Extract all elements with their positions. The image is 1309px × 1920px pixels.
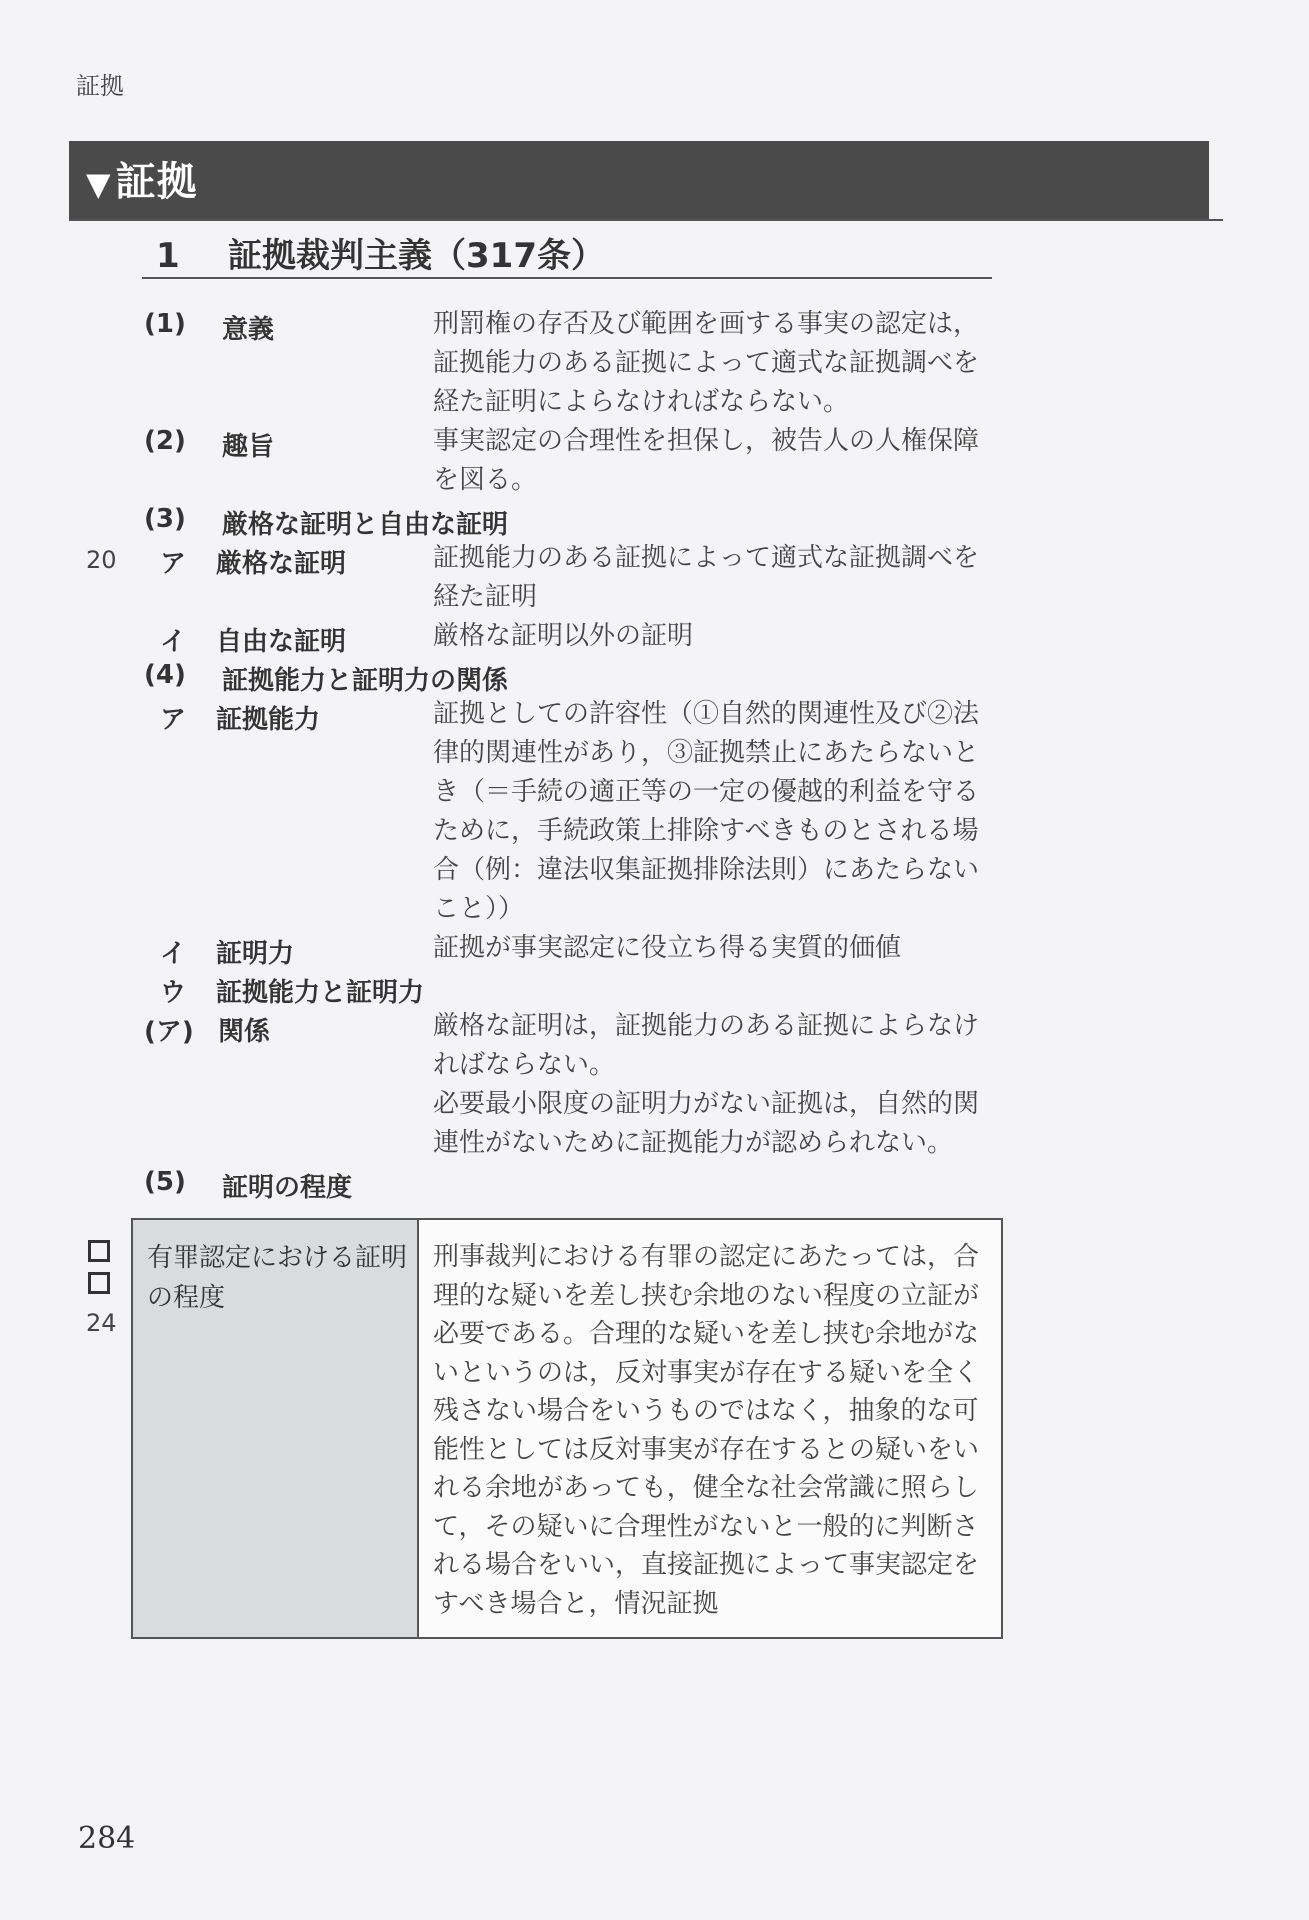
checkbox-1[interactable] [88, 1240, 110, 1262]
subsubitem-text-2: 必要最小限度の証明力がない証拠は，自然的関連性がないために証拠能力が認められない。 [433, 1089, 980, 1158]
subitem-number: ア [160, 705, 187, 735]
running-head: 証拠 [76, 72, 124, 100]
holding-box-text: 刑事裁判における有罪の認定にあたっては，合理的な疑いを差し挟む余地のない程度の立証が必要である。合理的な疑いを差し挟む余地がないというのは，反対事実が存在する疑いを全く残さない場合をいうものではなく，抽象的な可能性としては反対事実が存在するとの疑いをいれる余地があっても，健全な社会常識に照らして，その疑いに合理性がないと一般的に判断される場合をいい，直接証拠によって事実認定をすべき場合と，情況証拠 [433, 1242, 980, 1619]
subitem-number: イ [160, 627, 187, 657]
item-number: (4) [144, 660, 186, 690]
subitem-number: ア [160, 549, 187, 579]
checkbox-2[interactable] [88, 1272, 110, 1294]
section-number: 1 [156, 236, 180, 276]
subitem-number: ウ [160, 978, 187, 1008]
subitem-text: 証拠としての許容性（①自然的関連性及び②法律的関連性があり，③証拠禁止にあたらないとき（＝手続の適正等の一定の優越的利益を守るために，手続政策上排除すべきものとされる場合（例：違法収集証拠排除法則）にあたらないこと）） [433, 699, 980, 924]
subitem-number: イ [160, 939, 187, 969]
subitem-label: 自由な証明 [216, 627, 347, 657]
triangle-down-icon: ▼ [86, 165, 112, 203]
subitem-label: 厳格な証明 [216, 549, 347, 579]
subitem-label: 証明力 [216, 939, 295, 969]
subsubitem-label: 関係 [218, 1017, 271, 1047]
subitem-heading: 証拠能力と証明力 [216, 978, 425, 1008]
subsubitem-number: (ア) [144, 1017, 194, 1047]
section-underline [142, 277, 992, 279]
holding-box-label: 有罪認定における証明の程度 [147, 1243, 408, 1313]
subitem-text: 証拠能力のある証拠によって適式な証拠調べを経た証明 [433, 543, 980, 612]
item-number: (5) [144, 1167, 186, 1197]
subitem-text: 厳格な証明以外の証明 [433, 621, 694, 651]
item-number: (2) [144, 426, 186, 456]
item-label: 意義 [222, 315, 275, 345]
item-heading: 証拠能力と証明力の関係 [222, 666, 509, 696]
line-number: 24 [86, 1309, 117, 1337]
page-number: 284 [78, 1821, 136, 1856]
section-title [156, 228, 605, 277]
item-heading: 証明の程度 [222, 1173, 353, 1203]
item-heading: 厳格な証明と自由な証明 [222, 510, 509, 540]
section-title-text: 証拠裁判主義（317条） [228, 236, 605, 276]
item-text: 事実認定の合理性を担保し，被告人の人権保障を図る。 [433, 426, 980, 495]
banner-underline [69, 219, 1223, 221]
chapter-title [86, 150, 198, 207]
item-label: 趣旨 [222, 432, 275, 462]
item-number: (1) [144, 309, 186, 339]
subitem-text: 証拠が事実認定に役立ち得る実質的価値 [433, 933, 902, 963]
subitem-label: 証拠能力 [216, 705, 321, 735]
item-number: (3) [144, 504, 186, 534]
subsubitem-text: 厳格な証明は，証拠能力のある証拠によらなければならない。 [433, 1011, 980, 1080]
chapter-banner [69, 141, 1209, 219]
chapter-title-text: 証拠 [115, 159, 198, 205]
line-number: 20 [86, 546, 117, 574]
item-text: 刑罰権の存否及び範囲を画する事実の認定は，証拠能力のある証拠によって適式な証拠調べを経た証明によらなければならない。 [433, 309, 980, 417]
